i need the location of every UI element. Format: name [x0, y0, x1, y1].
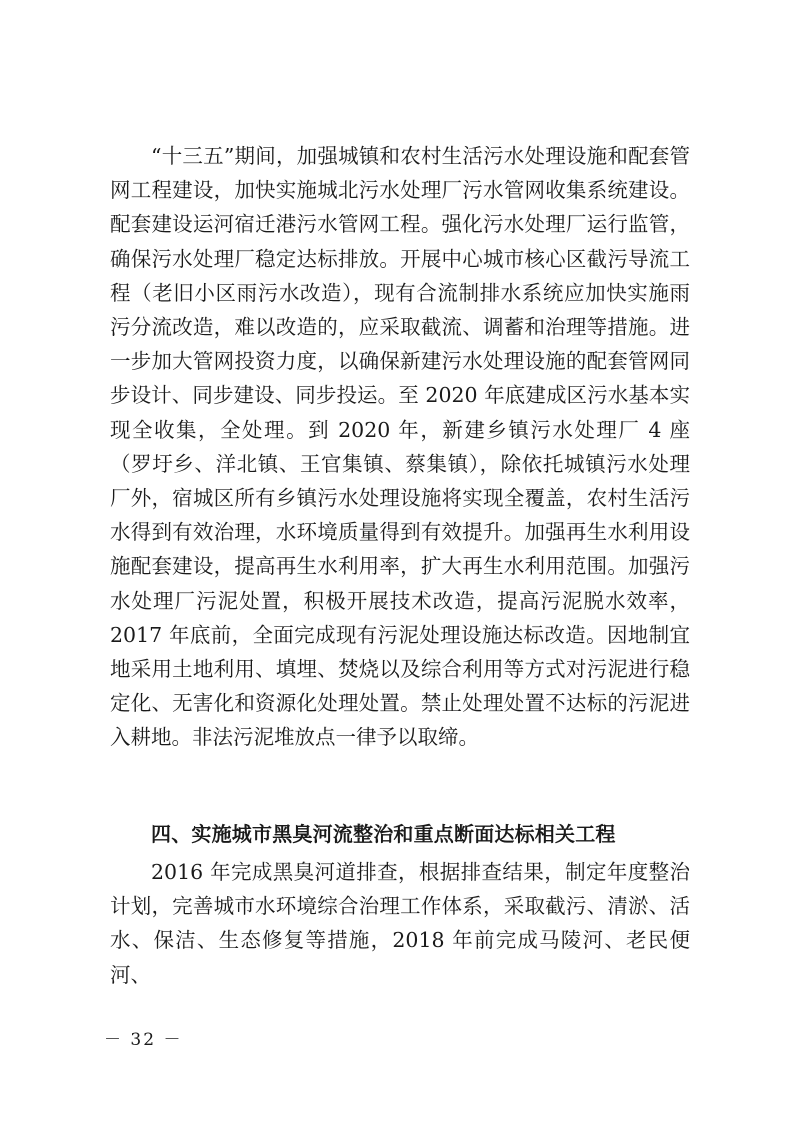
body-paragraph-black-odorous-rivers: 2016 年完成黑臭河道排查，根据排查结果，制定年度整治计划，完善城市水环境综合治理工作体系，采取截污、清淤、活水、保洁、生态修复等措施，2018 年前完成马陵河、老民便河、: [110, 860, 690, 987]
page-number: － 32 －: [104, 1030, 183, 1050]
body-paragraph-sewage-treatment: “十三五”期间，加强城镇和农村生活污水处理设施和配套管网工程建设，加快实施城北污水处理厂污水管网收集系统建设。配套建设运河宿迁港污水管网工程。强化污水处理厂运行监管，确保污水处理厂稳定达标排放。开展中心城市核心区截污导流工程（老旧小区雨污水改造），现有合流制排水系统应加快实施雨污分流改造，难以改造的，应采取截流、调蓄和治理等措施。进一步加大管网投资力度，以确保新建污水处理设施的配套管网同步设计、同步建设、同步投运。至 2020 年底建成区污水基本实现全收集，全处理。到 2020 年，新建乡镇污水处理厂 4 座（罗圩乡、洋北镇、王官集镇、蔡集镇），除依托城镇污水处理厂外，宿城区所有乡镇污水处理设施将实现全覆盖，农村生活污水得到有效治理，水环境质量得到有效提升。加强再生水利用设施配套建设，提高再生水利用率，扩大再生水利用范围。加强污水处理厂污泥处置，积极开展技术改造，提高污泥脱水效率，2017 年底前，全面完成现有污泥处理设施达标改造。因地制宜地采用土地利用、填埋、焚烧以及综合利用等方式对污泥进行稳定化、无害化和资源化处理处置。禁止处理处置不达标的污泥进入耕地。非法污泥堆放点一律予以取缔。: [110, 144, 690, 750]
section-heading: 四、实施城市黑臭河流整治和重点断面达标相关工程: [151, 822, 616, 846]
